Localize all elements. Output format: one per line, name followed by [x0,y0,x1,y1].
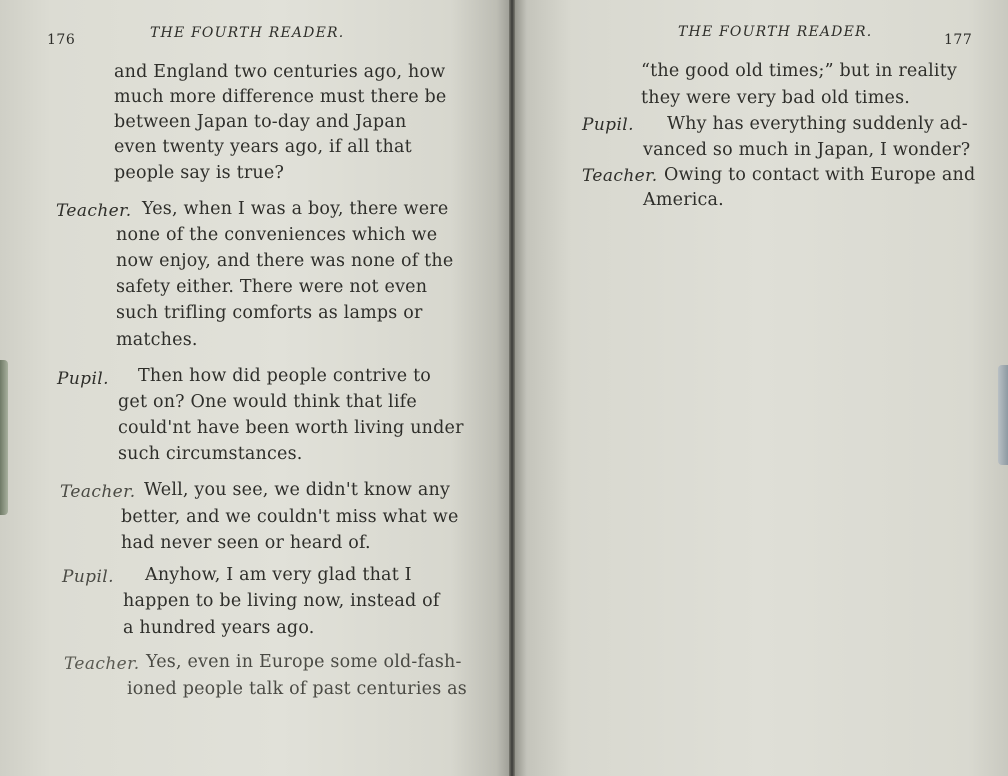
text-line: Well, you see, we didn't know any [144,480,451,500]
text-line: now enjoy, and there was none of the [116,251,454,271]
text-line: even twenty years ago, if all that [114,137,412,157]
speaker-label: Pupil. [582,115,634,135]
text-line: happen to be living now, instead of [123,591,440,611]
speaker-label: Teacher. [60,482,136,502]
text-line: matches. [116,330,198,350]
text-line: Yes, even in Europe some old-fash- [146,652,462,672]
text-line: had never seen or heard of. [121,533,371,553]
page-edge-shadow [0,360,8,515]
speaker-label: Teacher. [56,201,132,221]
text-line: between Japan to-day and Japan [114,112,407,132]
running-head: THE FOURTH READER. [150,25,345,41]
speaker-label: Teacher. [582,166,658,186]
page-edge-shadow [998,365,1008,465]
text-line: much more difference must there be [114,87,447,107]
text-line: such circumstances. [118,444,303,464]
text-line: Why has everything suddenly ad- [667,114,968,134]
text-line: safety either. There were not even [116,277,428,297]
text-line: a hundred years ago. [123,618,315,638]
text-line: and England two centuries ago, how [114,62,446,82]
text-line: Owing to contact with Europe and [664,165,976,185]
text-line: Then how did people contrive to [138,366,432,386]
text-line: could'nt have been worth living under [118,418,464,438]
text-line: people say is true? [114,163,285,183]
speaker-label: Pupil. [62,567,114,587]
text-line: Anyhow, I am very glad that I [145,565,412,585]
text-line: better, and we couldn't miss what we [121,507,459,527]
speaker-label: Pupil. [57,369,109,389]
text-line: “the good old times;” but in reality [641,61,958,81]
page-number: 176 [47,32,76,48]
text-line: they were very bad old times. [641,88,911,108]
speaker-label: Teacher. [64,654,140,674]
text-line: none of the conveniences which we [116,225,438,245]
text-line: America. [643,190,724,210]
text-line: ioned people talk of past centuries as [127,679,467,699]
page-number: 177 [944,32,973,48]
text-line: vanced so much in Japan, I wonder? [643,140,971,160]
running-head: THE FOURTH READER. [678,24,873,40]
book-gutter [509,0,515,776]
right-page [512,0,1008,776]
text-line: such trifling comforts as lamps or [116,303,423,323]
text-line: Yes, when I was a boy, there were [142,199,449,219]
text-line: get on? One would think that life [118,392,417,412]
